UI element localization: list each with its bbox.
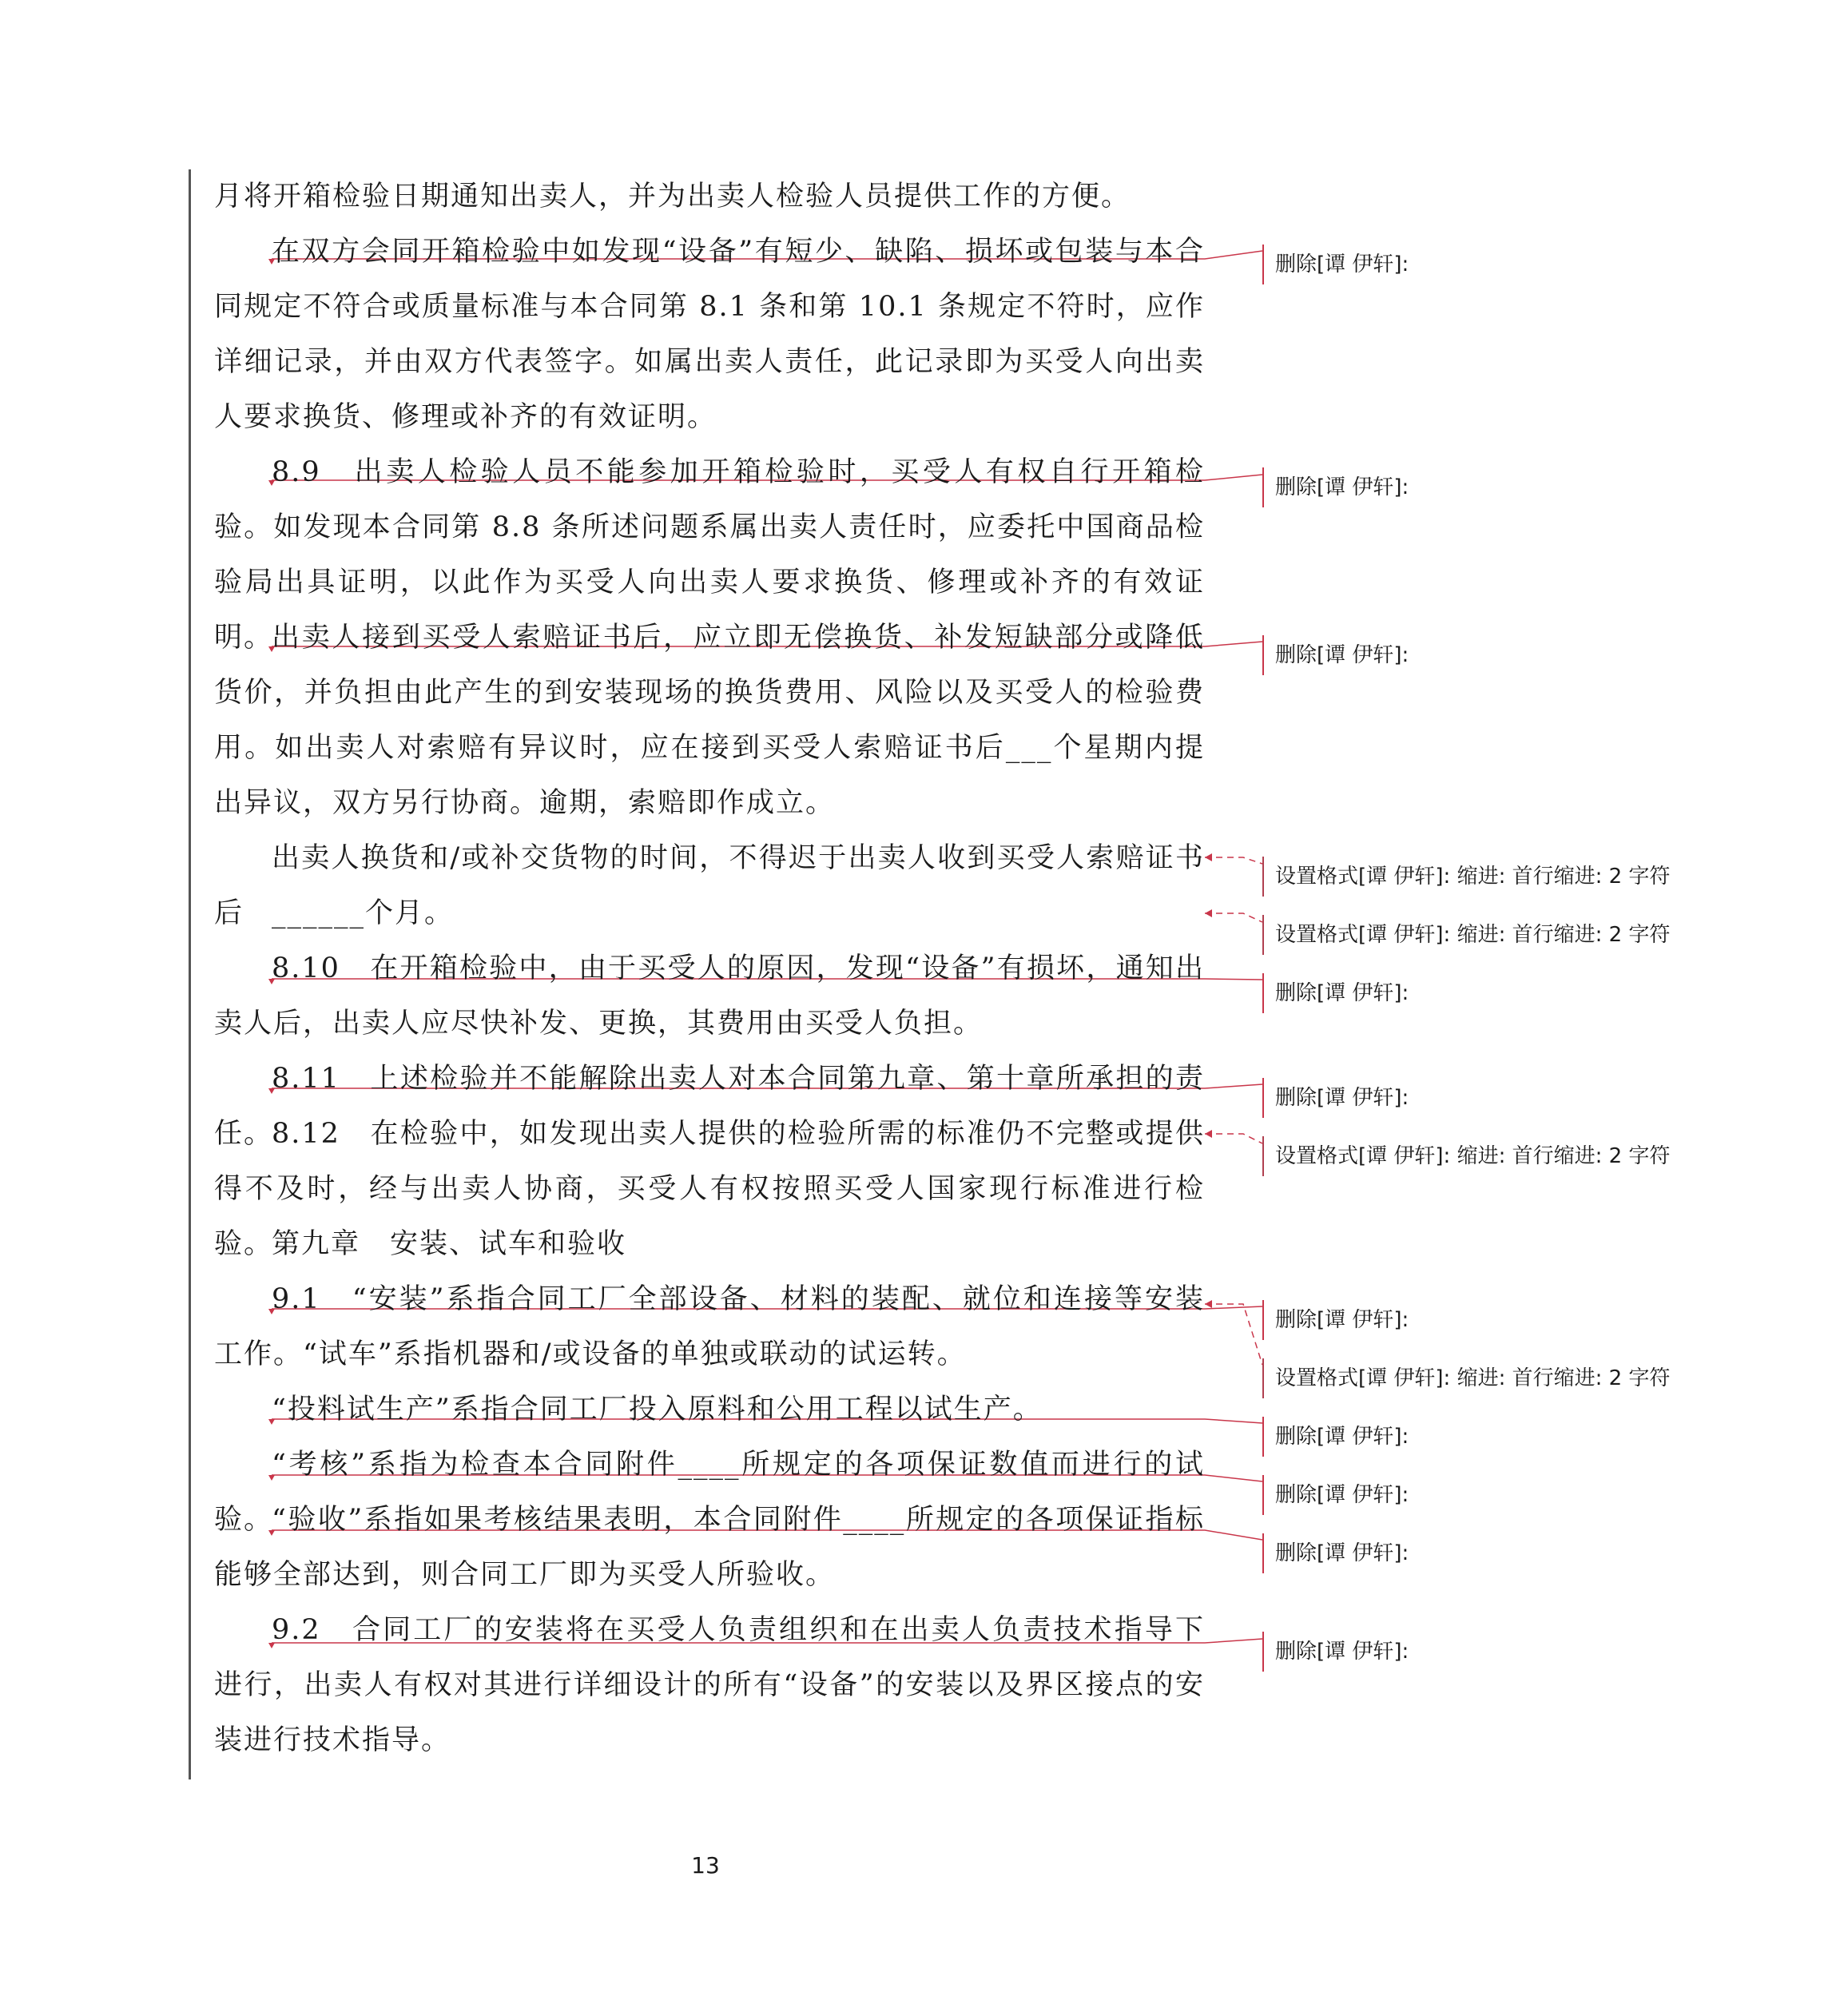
revision-balloon-delete[interactable]: 删除[谭 伊轩]: (1262, 467, 1409, 507)
paragraph: 9.2 合同工厂的安装将在买受人负责组织和在出卖人负责技术指导下进行，出卖人有权对其进行详细设计的所有“设备”的安装以及界区接点的安装进行技术指导。 (214, 1614, 1205, 1756)
revision-connector (1205, 1134, 1262, 1143)
paragraph: “考核”系指为检查本合同附件____所规定的各项保证数值而进行的试验。 (214, 1449, 1205, 1536)
paragraph: “验收”系指如果考核结果表明，本合同附件____所规定的各项保证指标能够全部达到，则合同工厂即为买受人所验收。 (214, 1504, 1205, 1591)
revision-balloon-format[interactable]: 设置格式[谭 伊轩]: 缩进: 首行缩进: 2 字符 (1262, 857, 1670, 897)
revision-anchor-marker (1205, 1300, 1212, 1308)
paragraph: 在双方会同开箱检验中如发现“设备”有短少、缺陷、损坏或包装与本合同规定不符合或质量标准与本合同第 8.1 条和第 10.1 条规定不符时，应作详细记录，并由双方代表签字。如属出卖人责任，此记录即为买受人向出卖人要求换货、修理或补齐的有效证明。 (214, 236, 1205, 433)
revision-balloon-delete[interactable]: 删除[谭 伊轩]: (1262, 1475, 1409, 1515)
revision-balloon-format[interactable]: 设置格式[谭 伊轩]: 缩进: 首行缩进: 2 字符 (1262, 915, 1670, 955)
paragraph: 月将开箱检验日期通知出卖人，并为出卖人检验人员提供工作的方便。 (214, 181, 1131, 213)
paragraph: 8.12 在检验中，如发现出卖人提供的检验所需的标准仍不完整或提供得不及时，经与出卖人协商，买受人有权按照买受人国家现行标准进行检验。 (214, 1118, 1205, 1260)
paragraph: 出卖人接到买受人索赔证书后，应立即无偿换货、补发短缺部分或降低货价，并负担由此产生的到安装现场的换货费用、风险以及买受人的检验费用。如出卖人对索赔有异议时，应在接到买受人索赔证书后___个星期内提出异议，双方另行协商。逾期，索赔即作成立。 (214, 622, 1205, 819)
revision-balloon-delete[interactable]: 删除[谭 伊轩]: (1262, 1078, 1409, 1118)
revision-balloon-delete[interactable]: 删除[谭 伊轩]: (1262, 1417, 1409, 1457)
revision-anchor-marker (1205, 1130, 1212, 1138)
revision-balloon-delete[interactable]: 删除[谭 伊轩]: (1262, 973, 1409, 1013)
paragraph: 8.11 上述检验并不能解除出卖人对本合同第九章、第十章所承担的责任。 (214, 1063, 1205, 1150)
revision-balloon-delete[interactable]: 删除[谭 伊轩]: (1262, 245, 1409, 284)
revision-balloon-format[interactable]: 设置格式[谭 伊轩]: 缩进: 首行缩进: 2 字符 (1262, 1358, 1670, 1398)
revision-balloon-delete[interactable]: 删除[谭 伊轩]: (1262, 1300, 1409, 1340)
paragraph: 8.9 出卖人检验人员不能参加开箱检验时，买受人有权自行开箱检验。如发现本合同第 8.8 条所述问题系属出卖人责任时，应委托中国商品检验局出具证明，以此作为买受人向出卖人要求换货、修理或补齐的有效证明。 (214, 456, 1205, 654)
revision-connector (1205, 1304, 1262, 1365)
chapter-heading: 第九章 安装、试车和验收 (272, 1228, 627, 1260)
paragraph: 出卖人换货和/或补交货物的时间，不得迟于出卖人收到买受人索赔证书后 (214, 842, 1205, 929)
revision-connector (1205, 913, 1262, 922)
page-number: 13 (691, 1852, 720, 1879)
revision-balloon-delete[interactable]: 删除[谭 伊轩]: (1262, 635, 1409, 675)
revision-anchor-marker (1205, 909, 1212, 917)
revision-anchor-marker (1205, 853, 1212, 861)
paragraph: ______个月。 (272, 897, 455, 929)
paragraph: 9.1 “安装”系指合同工厂全部设备、材料的装配、就位和连接等安装工作。“试车”系指机器和/或设备的单独或联动的试运转。 (214, 1283, 1205, 1370)
revision-balloon-format[interactable]: 设置格式[谭 伊轩]: 缩进: 首行缩进: 2 字符 (1262, 1136, 1670, 1176)
revision-balloon-delete[interactable]: 删除[谭 伊轩]: (1262, 1533, 1409, 1573)
revision-connector (1205, 857, 1262, 864)
paragraph: “投料试生产”系指合同工厂投入原料和公用工程以试生产。 (272, 1394, 1043, 1426)
revision-balloon-delete[interactable]: 删除[谭 伊轩]: (1262, 1632, 1409, 1672)
paragraph: 8.10 在开箱检验中，由于买受人的原因，发现“设备”有损坏，通知出卖人后，出卖人应尽快补发、更换，其费用由买受人负担。 (214, 952, 1205, 1040)
